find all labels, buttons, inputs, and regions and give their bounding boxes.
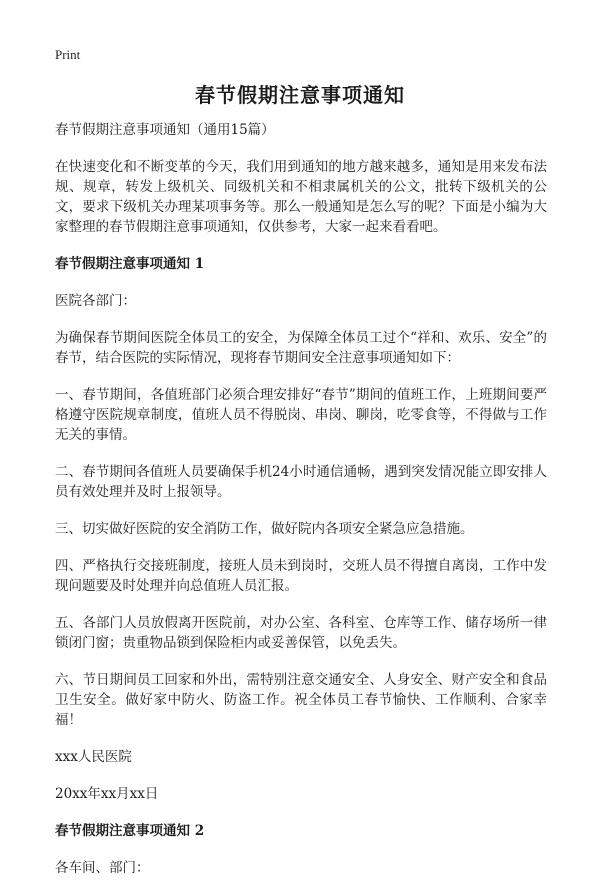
salutation-2: 各车间、部门： xyxy=(55,860,150,876)
notice-item-5: 五、各部门人员放假离开医院前，对办公室、各科室、仓库等工作、储存场所一律锁闭门窗；贵重物品锁到保险柜内或妥善保管，以免丢失。 xyxy=(55,615,547,651)
signature-1: xxx人民医院 xyxy=(55,749,132,765)
notice-item-1: 一、春节期间，各值班部门必须合理安排好“春节”期间的值班工作，上班期间要严格遵守医院规章制度，值班人员不得脱岗、串岗、聊岗，吃零食等，不得做与工作无关的事情。 xyxy=(55,387,547,443)
notice-item-6: 六、节日期间员工回家和外出，需特别注意交通安全、人身安全、财产安全和食品卫生安全。做好家中防火、防盗工作。祝全体员工春节愉快、工作顺利、合家幸福！ xyxy=(55,672,547,728)
section-heading-2: 春节假期注意事项通知 2 xyxy=(55,823,205,839)
print-label[interactable]: Print xyxy=(55,47,81,62)
date-1: 20xx年xx月xx日 xyxy=(55,786,159,802)
opening-paragraph-1: 为确保春节期间医院全体员工的安全，为保障全体员工过个“祥和、欢乐、安全”的春节，结合医院的实际情况，现将春节期间安全注意事项通知如下： xyxy=(55,330,547,366)
notice-item-4: 四、严格执行交接班制度，接班人员未到岗时，交班人员不得擅自离岗，工作中发现问题要及时处理并向总值班人员汇报。 xyxy=(55,558,547,594)
document-subtitle: 春节假期注意事项通知（通用15篇） xyxy=(55,122,275,138)
salutation-1: 医院各部门： xyxy=(55,293,136,309)
intro-paragraph: 在快速变化和不断变革的今天，我们用到通知的地方越来越多，通知是用来发布法规、规章，转发上级机关、同级机关和不相隶属机关的公文，批转下级机关的公文，要求下级机关办理某项事务等。那么一般通知是怎么写的呢？下面是小编为大家整理的春节假期注意事项通知，仅供参考，大家一起来看看吧。 xyxy=(55,159,547,235)
page-title: 春节假期注意事项通知 xyxy=(195,83,405,107)
notice-item-2: 二、春节期间各值班人员要确保手机24小时通信通畅，遇到突发情况能立即安排人员有效处理并及时上报领导。 xyxy=(55,464,547,500)
document-body xyxy=(55,120,547,895)
section-heading-1: 春节假期注意事项通知 1 xyxy=(55,256,205,272)
notice-item-3: 三、切实做好医院的安全消防工作，做好院内各项安全紧急应急措施。 xyxy=(55,521,474,537)
